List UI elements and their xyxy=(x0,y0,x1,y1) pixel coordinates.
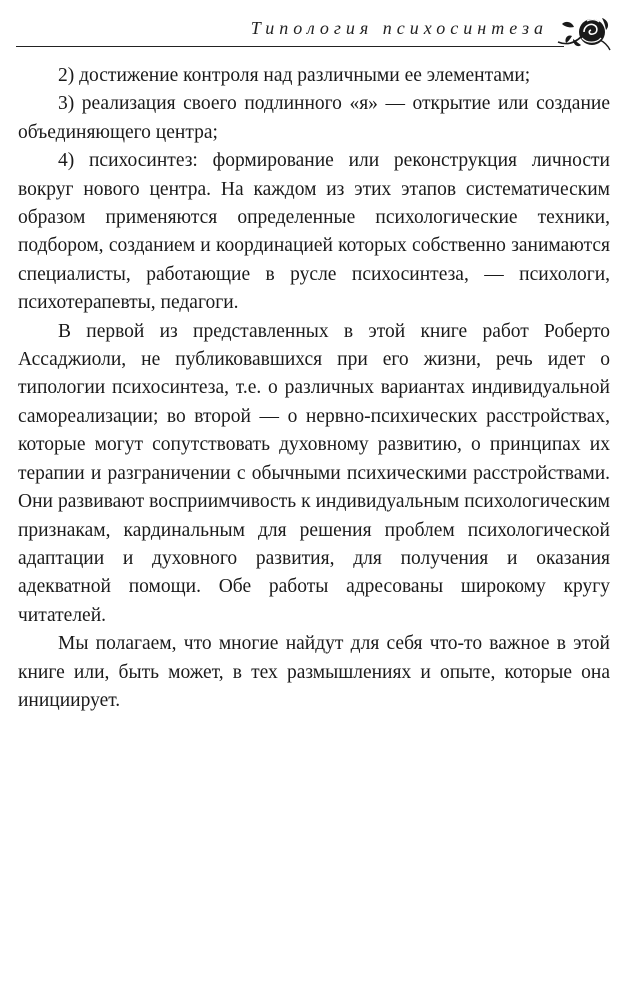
header-rule xyxy=(16,46,564,47)
body-text xyxy=(18,62,610,715)
paragraph-closing: Мы полагаем, что многие найдут для себя что-то важное в этой книге или, быть может, в тех размышлениях и опыте, которые она инициирует. xyxy=(18,633,610,711)
rose-ornament-icon xyxy=(556,12,612,52)
running-title: Типология психосинтеза xyxy=(250,18,548,38)
running-header xyxy=(16,12,612,52)
paragraph-works-overview: В первой из представленных в этой книге работ Роберто Ассаджиоли, не публиковавшихся при его жизни, речь идет о типологии психосинтеза, т.е. о различных вариантах индивидуальной самореализации; во второй — о нервно-психических расстройствах, которые могут сопутствовать духовному развитию, о принципах их терапии и разграничении с обычными психическими расстройствами. Они развивают восприимчивость к индивидуальным психологическим признакам, кардинальным для решения проблем психологической адаптации и духовного развития, для получения и оказания адекватной помощи. Обе работы адресованы широкому кругу читателей. xyxy=(18,320,610,626)
paragraph-stage-4: 4) психосинтез: формирование или реконструкция личности вокруг нового центра. На каждом из этих этапов систематическим образом применяются определенные психологические техники, подбором, созданием и координацией которых собственно занимаются специалисты, работающие в русле психосинтеза, — психологи, психотерапевты, педагоги. xyxy=(18,150,610,314)
paragraph-stage-3: 3) реализация своего подлинного «я» — открытие или создание объединяющего центра; xyxy=(18,93,610,143)
paragraph-stage-2: 2) достижение контроля над различными ее элементами; xyxy=(58,65,531,86)
